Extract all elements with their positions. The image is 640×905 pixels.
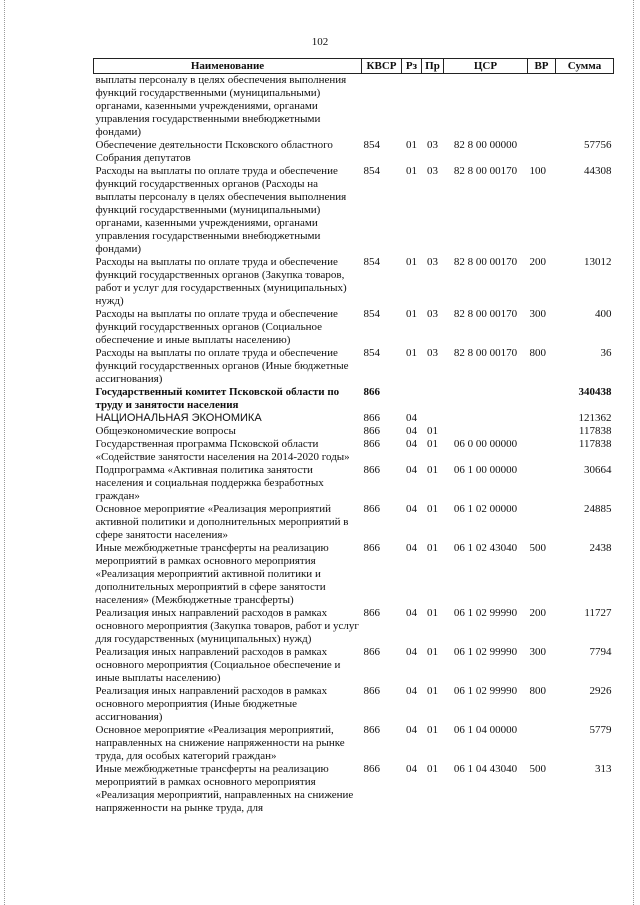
cell-pr: 01 bbox=[427, 503, 438, 515]
cell-rz: 04 bbox=[406, 607, 417, 619]
cell-name: Расходы на выплаты по оплате труда и обеспечение функций государственных органов (Расходы на выплаты персоналу в целях обеспечения выполнения функций государственными (муниципальными) органами, казенными учреждениями, органами управления государственными внебюджетными фондами) bbox=[95, 165, 347, 255]
cell-rz: 04 bbox=[406, 425, 417, 437]
cell-pr: 01 bbox=[427, 542, 438, 554]
cell-pr bbox=[422, 412, 444, 425]
cell-vr bbox=[528, 464, 556, 503]
cell-sum: 121362 bbox=[578, 412, 612, 424]
cell-kvsr: 866 bbox=[363, 464, 380, 476]
table-row bbox=[94, 412, 614, 425]
cell-sum: 13012 bbox=[584, 256, 612, 268]
cell-rz bbox=[402, 74, 422, 140]
cell-vr bbox=[528, 438, 556, 464]
cell-sum: 2926 bbox=[589, 685, 612, 697]
cell-pr: 03 bbox=[427, 256, 438, 268]
table-row bbox=[94, 464, 614, 503]
cell-vr bbox=[528, 139, 556, 165]
cell-kvsr: 866 bbox=[363, 685, 380, 697]
cell-name: Обеспечение деятельности Псковского областного Собрания депутатов bbox=[95, 139, 333, 164]
cell-csr bbox=[444, 74, 528, 140]
cell-sum: 57756 bbox=[584, 139, 612, 151]
cell-csr: 06 1 02 99990 bbox=[453, 646, 518, 658]
cell-csr bbox=[444, 412, 528, 425]
cell-csr: 82 8 00 00170 bbox=[453, 347, 518, 359]
cell-pr: 03 bbox=[427, 347, 438, 359]
cell-pr bbox=[422, 74, 444, 140]
cell-vr: 500 bbox=[529, 542, 546, 554]
cell-name: Расходы на выплаты по оплате труда и обеспечение функций государственных органов (Социальное обеспечение и иные выплаты населению) bbox=[95, 308, 338, 346]
cell-csr bbox=[444, 386, 528, 412]
cell-vr bbox=[528, 425, 556, 438]
table-row bbox=[94, 685, 614, 724]
cell-name: Иные межбюджетные трансферты на реализацию мероприятий в рамках основного мероприятия «Реализация мероприятий активной политики и дополнительных мероприятий в сфере занятости населения» (Межбюджетные трансферты) bbox=[95, 542, 329, 606]
table-row bbox=[94, 139, 614, 165]
table-row bbox=[94, 646, 614, 685]
table-row bbox=[94, 165, 614, 256]
cell-csr: 06 1 04 00000 bbox=[453, 724, 518, 736]
cell-kvsr: 866 bbox=[363, 438, 380, 450]
cell-vr: 100 bbox=[529, 165, 546, 177]
cell-name: Реализация иных направлений расходов в рамках основного мероприятия (Закупка товаров, работ и услуг для государственных (муниципальных) нужд) bbox=[95, 607, 359, 645]
cell-name: Расходы на выплаты по оплате труда и обеспечение функций государственных органов (Иные бюджетные ассигнования) bbox=[95, 347, 349, 385]
cell-sum bbox=[556, 74, 614, 140]
cell-rz: 01 bbox=[406, 308, 417, 320]
cell-csr: 06 1 02 00000 bbox=[453, 503, 518, 515]
table-row bbox=[94, 256, 614, 308]
cell-kvsr: 854 bbox=[363, 165, 380, 177]
cell-sum: 11727 bbox=[584, 607, 612, 619]
header-sum: Сумма bbox=[556, 59, 614, 74]
cell-vr bbox=[528, 386, 556, 412]
cell-pr bbox=[422, 386, 444, 412]
cell-pr: 01 bbox=[427, 438, 438, 450]
cell-vr: 200 bbox=[529, 607, 546, 619]
cell-sum: 5779 bbox=[589, 724, 612, 736]
header-kvsr: КВСР bbox=[362, 59, 402, 74]
cell-sum: 313 bbox=[595, 763, 612, 775]
cell-sum: 117838 bbox=[578, 438, 612, 450]
cell-sum: 7794 bbox=[589, 646, 612, 658]
cell-pr: 01 bbox=[427, 646, 438, 658]
cell-vr bbox=[528, 412, 556, 425]
cell-vr: 300 bbox=[529, 646, 546, 658]
cell-rz: 01 bbox=[406, 347, 417, 359]
cell-vr: 500 bbox=[529, 763, 546, 775]
cell-kvsr: 866 bbox=[363, 425, 380, 437]
cell-csr: 06 1 02 99990 bbox=[453, 685, 518, 697]
table-body bbox=[94, 74, 614, 816]
cell-rz: 01 bbox=[406, 165, 417, 177]
cell-vr: 300 bbox=[529, 308, 546, 320]
header-name: Наименование bbox=[94, 59, 362, 74]
cell-csr bbox=[444, 425, 528, 438]
cell-name: НАЦИОНАЛЬНАЯ ЭКОНОМИКА bbox=[95, 412, 262, 424]
table-row bbox=[94, 438, 614, 464]
cell-kvsr: 854 bbox=[363, 308, 380, 320]
cell-kvsr: 866 bbox=[363, 412, 380, 424]
header-rz: Рз bbox=[402, 59, 422, 74]
cell-sum: 2438 bbox=[589, 542, 612, 554]
cell-vr: 800 bbox=[529, 347, 546, 359]
cell-pr: 01 bbox=[427, 607, 438, 619]
cell-sum: 117838 bbox=[578, 425, 612, 437]
table-row bbox=[94, 724, 614, 763]
budget-table bbox=[93, 58, 614, 815]
cell-pr: 01 bbox=[427, 685, 438, 697]
cell-kvsr: 866 bbox=[363, 503, 380, 515]
cell-csr: 06 0 00 00000 bbox=[453, 438, 518, 450]
cell-sum: 24885 bbox=[584, 503, 612, 515]
cell-name: Иные межбюджетные трансферты на реализацию мероприятий в рамках основного мероприятия «Реализация мероприятий, направленных на снижение напряженности на рынке труда, для bbox=[95, 763, 354, 814]
cell-sum: 400 bbox=[595, 308, 612, 320]
cell-rz: 04 bbox=[406, 685, 417, 697]
cell-sum: 36 bbox=[600, 347, 612, 359]
cell-kvsr: 854 bbox=[363, 256, 380, 268]
table-row bbox=[94, 74, 614, 140]
cell-vr: 800 bbox=[529, 685, 546, 697]
cell-rz: 04 bbox=[406, 438, 417, 450]
cell-rz: 01 bbox=[406, 139, 417, 151]
cell-pr: 01 bbox=[427, 464, 438, 476]
cell-kvsr: 866 bbox=[363, 542, 380, 554]
cell-rz bbox=[402, 386, 422, 412]
cell-rz: 04 bbox=[406, 412, 417, 424]
cell-pr: 03 bbox=[427, 139, 438, 151]
cell-pr: 03 bbox=[427, 308, 438, 320]
cell-name: выплаты персоналу в целях обеспечения выполнения функций государственными (муниципальными) органами, казенными учреждениями, органами управления государственными внебюджетными фондами) bbox=[95, 74, 347, 138]
page-number: 102 bbox=[311, 36, 329, 48]
cell-csr: 82 8 00 00170 bbox=[453, 256, 518, 268]
cell-name: Расходы на выплаты по оплате труда и обеспечение функций государственных органов (Закупка товаров, работ и услуг для государственных (муниципальных) нужд) bbox=[95, 256, 347, 307]
cell-rz: 04 bbox=[406, 724, 417, 736]
cell-name: Реализация иных направлений расходов в рамках основного мероприятия (Социальное обеспечение и иные выплаты населению) bbox=[95, 646, 341, 684]
cell-kvsr bbox=[362, 74, 402, 140]
cell-name: Государственный комитет Псковской области по труду и занятости населения bbox=[95, 386, 340, 411]
cell-vr bbox=[528, 74, 556, 140]
table-row bbox=[94, 763, 614, 815]
cell-name: Государственная программа Псковской области «Содействие занятости населения на 2014-2020 годы» bbox=[95, 438, 350, 463]
table-header-row bbox=[94, 59, 614, 74]
cell-sum: 30664 bbox=[584, 464, 612, 476]
cell-csr: 82 8 00 00170 bbox=[453, 308, 518, 320]
header-vr: ВР bbox=[528, 59, 556, 74]
scan-edge-right bbox=[633, 0, 635, 905]
cell-kvsr: 866 bbox=[363, 724, 380, 736]
cell-csr: 82 8 00 00170 bbox=[453, 165, 518, 177]
cell-csr: 82 8 00 00000 bbox=[453, 139, 518, 151]
header-pr: Пр bbox=[422, 59, 444, 74]
cell-kvsr: 866 bbox=[363, 607, 380, 619]
cell-vr bbox=[528, 503, 556, 542]
cell-pr: 01 bbox=[427, 425, 438, 437]
cell-csr: 06 1 02 99990 bbox=[453, 607, 518, 619]
cell-rz: 04 bbox=[406, 646, 417, 658]
table-row bbox=[94, 425, 614, 438]
table-row bbox=[94, 542, 614, 607]
cell-pr: 03 bbox=[427, 165, 438, 177]
cell-rz: 04 bbox=[406, 503, 417, 515]
cell-kvsr: 866 bbox=[363, 763, 380, 775]
table-row bbox=[94, 503, 614, 542]
cell-pr: 01 bbox=[427, 724, 438, 736]
table-row bbox=[94, 607, 614, 646]
cell-sum: 340438 bbox=[578, 386, 612, 398]
cell-name: Реализация иных направлений расходов в рамках основного мероприятия (Иные бюджетные ассигнования) bbox=[95, 685, 328, 723]
cell-name: Основное мероприятие «Реализация мероприятий активной политики и дополнительных мероприятий в сфере занятости населения» bbox=[95, 503, 349, 541]
cell-rz: 04 bbox=[406, 542, 417, 554]
cell-kvsr: 854 bbox=[363, 347, 380, 359]
cell-rz: 04 bbox=[406, 464, 417, 476]
table-row bbox=[94, 386, 614, 412]
cell-name: Общеэкономические вопросы bbox=[95, 425, 236, 437]
cell-vr bbox=[528, 724, 556, 763]
cell-csr: 06 1 00 00000 bbox=[453, 464, 518, 476]
cell-csr: 06 1 02 43040 bbox=[453, 542, 518, 554]
cell-csr: 06 1 04 43040 bbox=[453, 763, 518, 775]
cell-kvsr: 866 bbox=[363, 386, 380, 398]
cell-rz: 04 bbox=[406, 763, 417, 775]
cell-kvsr: 854 bbox=[363, 139, 380, 151]
cell-name: Подпрограмма «Активная политика занятости населения и социальная поддержка безработных граждан» bbox=[95, 464, 324, 502]
cell-vr: 200 bbox=[529, 256, 546, 268]
cell-name: Основное мероприятие «Реализация мероприятий, направленных на снижение напряженности на рынке труда, для особых категорий граждан» bbox=[95, 724, 345, 762]
cell-rz: 01 bbox=[406, 256, 417, 268]
cell-pr: 01 bbox=[427, 763, 438, 775]
table-row bbox=[94, 308, 614, 347]
scan-edge-left bbox=[4, 0, 6, 905]
table-row bbox=[94, 347, 614, 386]
cell-sum: 44308 bbox=[584, 165, 612, 177]
header-csr: ЦСР bbox=[444, 59, 528, 74]
cell-kvsr: 866 bbox=[363, 646, 380, 658]
